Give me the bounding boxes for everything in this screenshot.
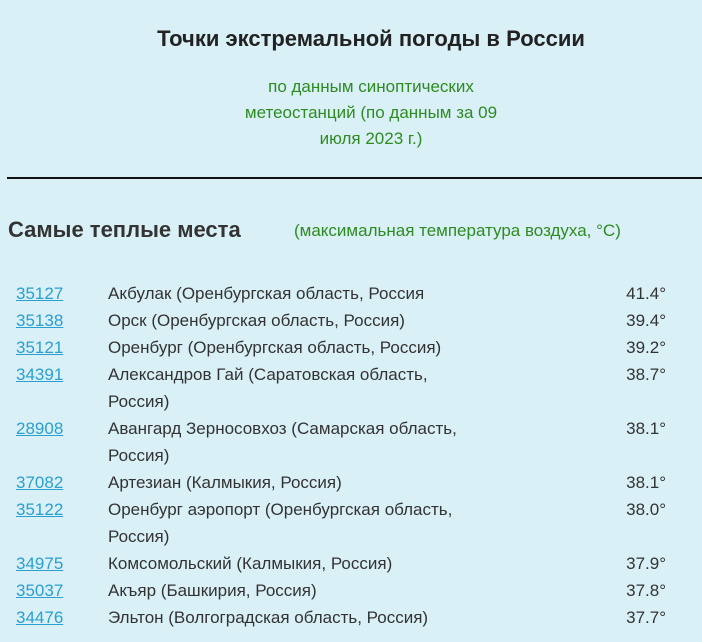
station-name-line: Россия) <box>108 527 170 546</box>
station-temperature: 37.8° <box>626 581 666 600</box>
station-code-link[interactable]: 35122 <box>16 500 64 519</box>
station-row <box>0 280 702 307</box>
subtitle-line: июля 2023 г.) <box>319 129 423 148</box>
page-title: Точки экстремальной погоды в России <box>157 26 585 51</box>
station-list <box>0 280 702 631</box>
station-temperature: 38.0° <box>626 500 666 519</box>
station-row <box>0 577 702 604</box>
station-row <box>0 550 702 577</box>
station-row <box>0 496 702 550</box>
station-name-line: Орск (Оренбургская область, Россия) <box>108 311 405 330</box>
station-temperature: 37.9° <box>626 554 666 573</box>
station-temperature: 38.1° <box>626 419 666 438</box>
station-code-link[interactable]: 34476 <box>16 608 64 627</box>
station-name <box>108 577 503 604</box>
station-temperature: 38.7° <box>626 365 666 384</box>
station-code-link[interactable]: 28908 <box>16 419 64 438</box>
station-temperature: 39.2° <box>626 338 666 357</box>
header-divider <box>7 177 702 179</box>
station-code-link[interactable]: 35121 <box>16 338 64 357</box>
station-name-line: Александров Гай (Саратовская область, <box>108 365 428 384</box>
station-code-link[interactable]: 35138 <box>16 311 64 330</box>
station-name-line: Акъяр (Башкирия, Россия) <box>108 581 317 600</box>
station-name <box>108 307 503 334</box>
station-row <box>0 604 702 631</box>
station-temperature: 37.7° <box>626 608 666 627</box>
station-name <box>108 280 503 307</box>
station-name-line: Россия) <box>108 446 170 465</box>
station-name <box>108 469 503 496</box>
station-name-line: Оренбург (Оренбургская область, Россия) <box>108 338 442 357</box>
station-name <box>108 550 503 577</box>
station-name-line: Акбулак (Оренбургская область, Россия <box>108 284 425 303</box>
station-code-link[interactable]: 34975 <box>16 554 64 573</box>
station-name-line: Артезиан (Калмыкия, Россия) <box>108 473 342 492</box>
station-row <box>0 334 702 361</box>
station-name <box>108 415 503 469</box>
station-temperature: 39.4° <box>626 311 666 330</box>
station-name-line: Оренбург аэропорт (Оренбургская область, <box>108 500 453 519</box>
station-name <box>108 604 503 631</box>
station-row <box>0 469 702 496</box>
page-subtitle <box>221 74 521 152</box>
station-code-link[interactable]: 37082 <box>16 473 64 492</box>
station-code-link[interactable]: 34391 <box>16 365 64 384</box>
subtitle-line: по данным синоптических <box>268 77 474 96</box>
station-code-link[interactable]: 35127 <box>16 284 64 303</box>
station-name-line: Комсомольский (Калмыкия, Россия) <box>108 554 393 573</box>
station-temperature: 38.1° <box>626 473 666 492</box>
station-name <box>108 361 503 415</box>
station-code-link[interactable]: 35037 <box>16 581 64 600</box>
station-temperature: 41.4° <box>626 284 666 303</box>
station-name-line: Эльтон (Волгоградская область, Россия) <box>108 608 429 627</box>
station-name-line: Россия) <box>108 392 170 411</box>
section-note: (максимальная температура воздуха, °C) <box>294 221 621 240</box>
station-row <box>0 361 702 415</box>
station-name <box>108 334 503 361</box>
station-name <box>108 496 503 550</box>
station-row <box>0 307 702 334</box>
subtitle-line: метеостанций (по данным за 09 <box>244 103 498 122</box>
station-name-line: Авангард Зерносовхоз (Самарская область, <box>108 419 457 438</box>
station-row <box>0 415 702 469</box>
section-title: Самые теплые места <box>8 217 241 242</box>
